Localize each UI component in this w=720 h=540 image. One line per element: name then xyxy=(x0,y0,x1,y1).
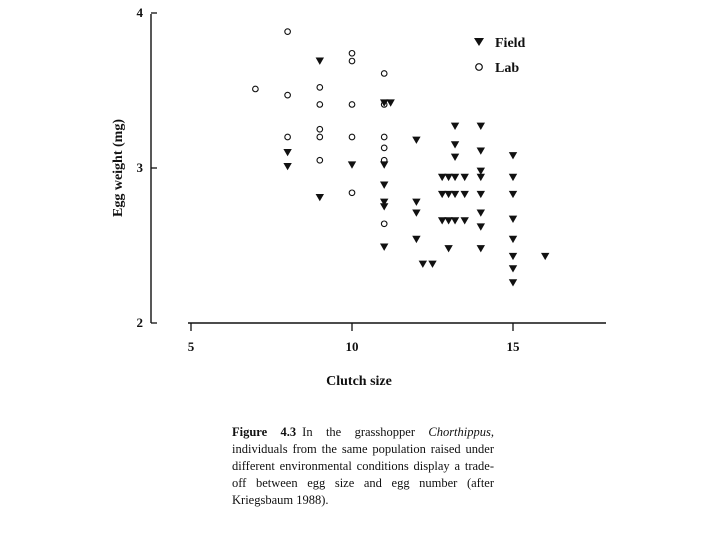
lab-data-point xyxy=(349,190,355,196)
figure-number: Figure 4.3 xyxy=(232,425,297,439)
field-data-point xyxy=(348,161,356,168)
y-tick-label: 2 xyxy=(136,315,143,330)
field-data-point xyxy=(412,137,420,144)
legend-lab-marker xyxy=(476,64,483,71)
x-ticks xyxy=(188,323,520,354)
field-data-point xyxy=(541,253,549,260)
x-tick-label: 15 xyxy=(506,339,520,354)
field-data-point xyxy=(509,152,517,159)
lab-data-point xyxy=(381,145,387,151)
field-data-point xyxy=(509,191,517,198)
field-data-point xyxy=(477,174,485,181)
field-data-point xyxy=(283,149,291,156)
figure-caption xyxy=(232,424,494,509)
lab-data-point xyxy=(285,29,291,35)
field-data-point xyxy=(461,191,469,198)
lab-data-point xyxy=(317,134,323,140)
y-ticks xyxy=(137,5,158,330)
field-data-point xyxy=(509,174,517,181)
field-data-point xyxy=(509,279,517,286)
lab-data-point xyxy=(317,85,323,91)
legend xyxy=(474,36,526,76)
field-data-point xyxy=(461,174,469,181)
field-data-point xyxy=(444,245,452,252)
field-data-point xyxy=(451,154,459,161)
lab-data-point xyxy=(349,51,355,57)
x-axis-title: Clutch size xyxy=(326,374,392,389)
field-data-point xyxy=(461,217,469,224)
field-data-point xyxy=(451,141,459,148)
field-data-point xyxy=(428,261,436,268)
lab-data-point xyxy=(381,71,387,77)
field-data-point xyxy=(316,194,324,201)
field-data-point xyxy=(451,123,459,130)
field-data-point xyxy=(380,203,388,210)
field-data-point xyxy=(509,265,517,272)
caption-text-after: individuals from the same population raised under different environmental conditions display a trade-off between egg size and egg number (after Kriegsbaum 1988). xyxy=(232,442,494,507)
lab-data-point xyxy=(381,134,387,140)
field-data-point xyxy=(451,217,459,224)
legend-lab-label: Lab xyxy=(495,61,520,76)
field-data-point xyxy=(380,161,388,168)
field-data-point xyxy=(386,99,394,106)
legend-field-label: Field xyxy=(495,36,526,51)
field-data-point xyxy=(451,191,459,198)
y-tick-label: 4 xyxy=(136,5,143,20)
field-data-point xyxy=(477,191,485,198)
lab-data-point xyxy=(317,102,323,108)
field-data-point xyxy=(419,261,427,268)
lab-data-point xyxy=(317,126,323,132)
field-data-point xyxy=(509,216,517,223)
lab-data-point xyxy=(317,157,323,163)
y-tick-label: 3 xyxy=(136,160,143,175)
field-data-point xyxy=(509,253,517,260)
field-data-point xyxy=(509,236,517,243)
field-data-point xyxy=(380,244,388,251)
x-tick-label: 5 xyxy=(187,339,195,354)
field-data-point xyxy=(477,147,485,154)
field-data-point xyxy=(451,174,459,181)
field-data-point xyxy=(477,223,485,230)
field-data-point xyxy=(412,236,420,243)
lab-data-point xyxy=(253,86,259,92)
lab-data-point xyxy=(349,102,355,108)
field-data-point xyxy=(380,182,388,189)
field-data-point xyxy=(477,123,485,130)
lab-data-point xyxy=(285,134,291,140)
field-data-point xyxy=(316,58,324,65)
x-tick-label: 10 xyxy=(345,339,359,354)
legend-field-marker xyxy=(474,38,484,46)
lab-data-point xyxy=(285,92,291,98)
lab-data-point xyxy=(349,58,355,64)
field-data-point xyxy=(412,199,420,206)
field-data-point xyxy=(477,245,485,252)
caption-text-before: In the grasshopper xyxy=(302,425,429,439)
y-axis-title: Egg weight (mg) xyxy=(111,119,126,217)
field-data-point xyxy=(412,209,420,216)
caption-genus-name: Chorthippus, xyxy=(428,425,494,439)
lab-data-point xyxy=(349,134,355,140)
field-data-point xyxy=(283,163,291,170)
lab-data-point xyxy=(381,221,387,227)
field-data-point xyxy=(477,209,485,216)
